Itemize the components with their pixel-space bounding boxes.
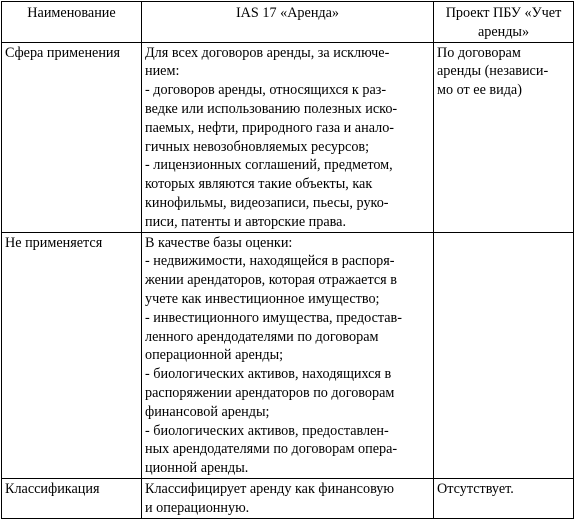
cell-name bbox=[2, 42, 142, 232]
header-pbu bbox=[434, 2, 574, 43]
ias-line: писи, патенты и авторские права. bbox=[145, 213, 347, 230]
ias-line: - договоров аренды, относящихся к раз- bbox=[145, 82, 387, 99]
cell-name bbox=[2, 478, 142, 518]
ias-line: Для всех договоров аренды, за исключе- bbox=[145, 44, 390, 61]
comparison-table bbox=[1, 1, 574, 519]
table-row-classification bbox=[2, 478, 574, 518]
header-ias bbox=[142, 2, 434, 43]
ias-line: ленного арендодателями по договорам bbox=[145, 328, 379, 345]
ias-line: - инвестиционного имущества, предостав- bbox=[145, 309, 402, 326]
ias-line: финансовой аренды; bbox=[145, 403, 270, 420]
ias-line: паемых, нефти, природного газа и анало- bbox=[145, 119, 395, 136]
ias-line: и операционную. bbox=[145, 499, 250, 516]
ias-line: - биологических активов, находящихся в bbox=[145, 366, 392, 383]
cell-name bbox=[2, 232, 142, 478]
row-name: Не применяется bbox=[5, 234, 103, 251]
table-header-row bbox=[2, 2, 574, 43]
ias-line: нием: bbox=[145, 63, 180, 80]
ias-line: Классифицирует аренду как финансовую bbox=[145, 480, 394, 497]
ias-line: - недвижимости, находящейся в распоря- bbox=[145, 253, 395, 270]
pbu-line: мо от ее вида) bbox=[437, 82, 522, 99]
pbu-line: Отсутствует. bbox=[437, 480, 514, 497]
ias-line: - лицензионных соглашений, предметом, bbox=[145, 157, 393, 174]
cell-pbu-empty bbox=[434, 232, 574, 478]
ias-line: распоряжении арендаторов по договорам bbox=[145, 384, 395, 401]
ias-line: которых являются такие объекты, как bbox=[145, 176, 373, 193]
row-name: Классификация bbox=[5, 480, 100, 497]
pbu-line: аренды (независи- bbox=[437, 63, 549, 80]
ias-line: ведке или использованию полезных иско- bbox=[145, 100, 398, 117]
ias-line: операционной аренды; bbox=[145, 347, 284, 364]
row-name: Сфера применения bbox=[5, 44, 121, 61]
ias-line: учете как инвестиционное имущество; bbox=[145, 290, 380, 307]
ias-line: ционной аренды. bbox=[145, 460, 249, 477]
cell-pbu bbox=[434, 478, 574, 518]
header-pbu-line: Проект ПБУ «Учет bbox=[445, 5, 562, 21]
header-name bbox=[2, 2, 142, 43]
cell-pbu bbox=[434, 42, 574, 232]
ias-line: кинофильмы, видеозаписи, пьесы, руко- bbox=[145, 194, 389, 211]
ias-line: - биологических активов, предоставлен- bbox=[145, 422, 389, 439]
pbu-line: По договорам bbox=[437, 44, 521, 61]
cell-ias bbox=[142, 478, 434, 518]
header-name-text: Наименование bbox=[27, 5, 116, 21]
table-row-not-applied bbox=[2, 232, 574, 478]
header-pbu-line: аренды» bbox=[477, 23, 530, 40]
ias-line: В качестве базы оценки: bbox=[145, 234, 293, 251]
ias-line: гичных невозобновляемых ресурсов; bbox=[145, 138, 370, 155]
cell-ias bbox=[142, 232, 434, 478]
ias-line: жении арендаторов, которая отражается в bbox=[145, 272, 397, 289]
header-ias-text: IAS 17 «Аренда» bbox=[235, 5, 340, 21]
cell-ias bbox=[142, 42, 434, 232]
table-row-scope bbox=[2, 42, 574, 232]
ias-line: ных арендодателями по договорам опера- bbox=[145, 441, 398, 458]
